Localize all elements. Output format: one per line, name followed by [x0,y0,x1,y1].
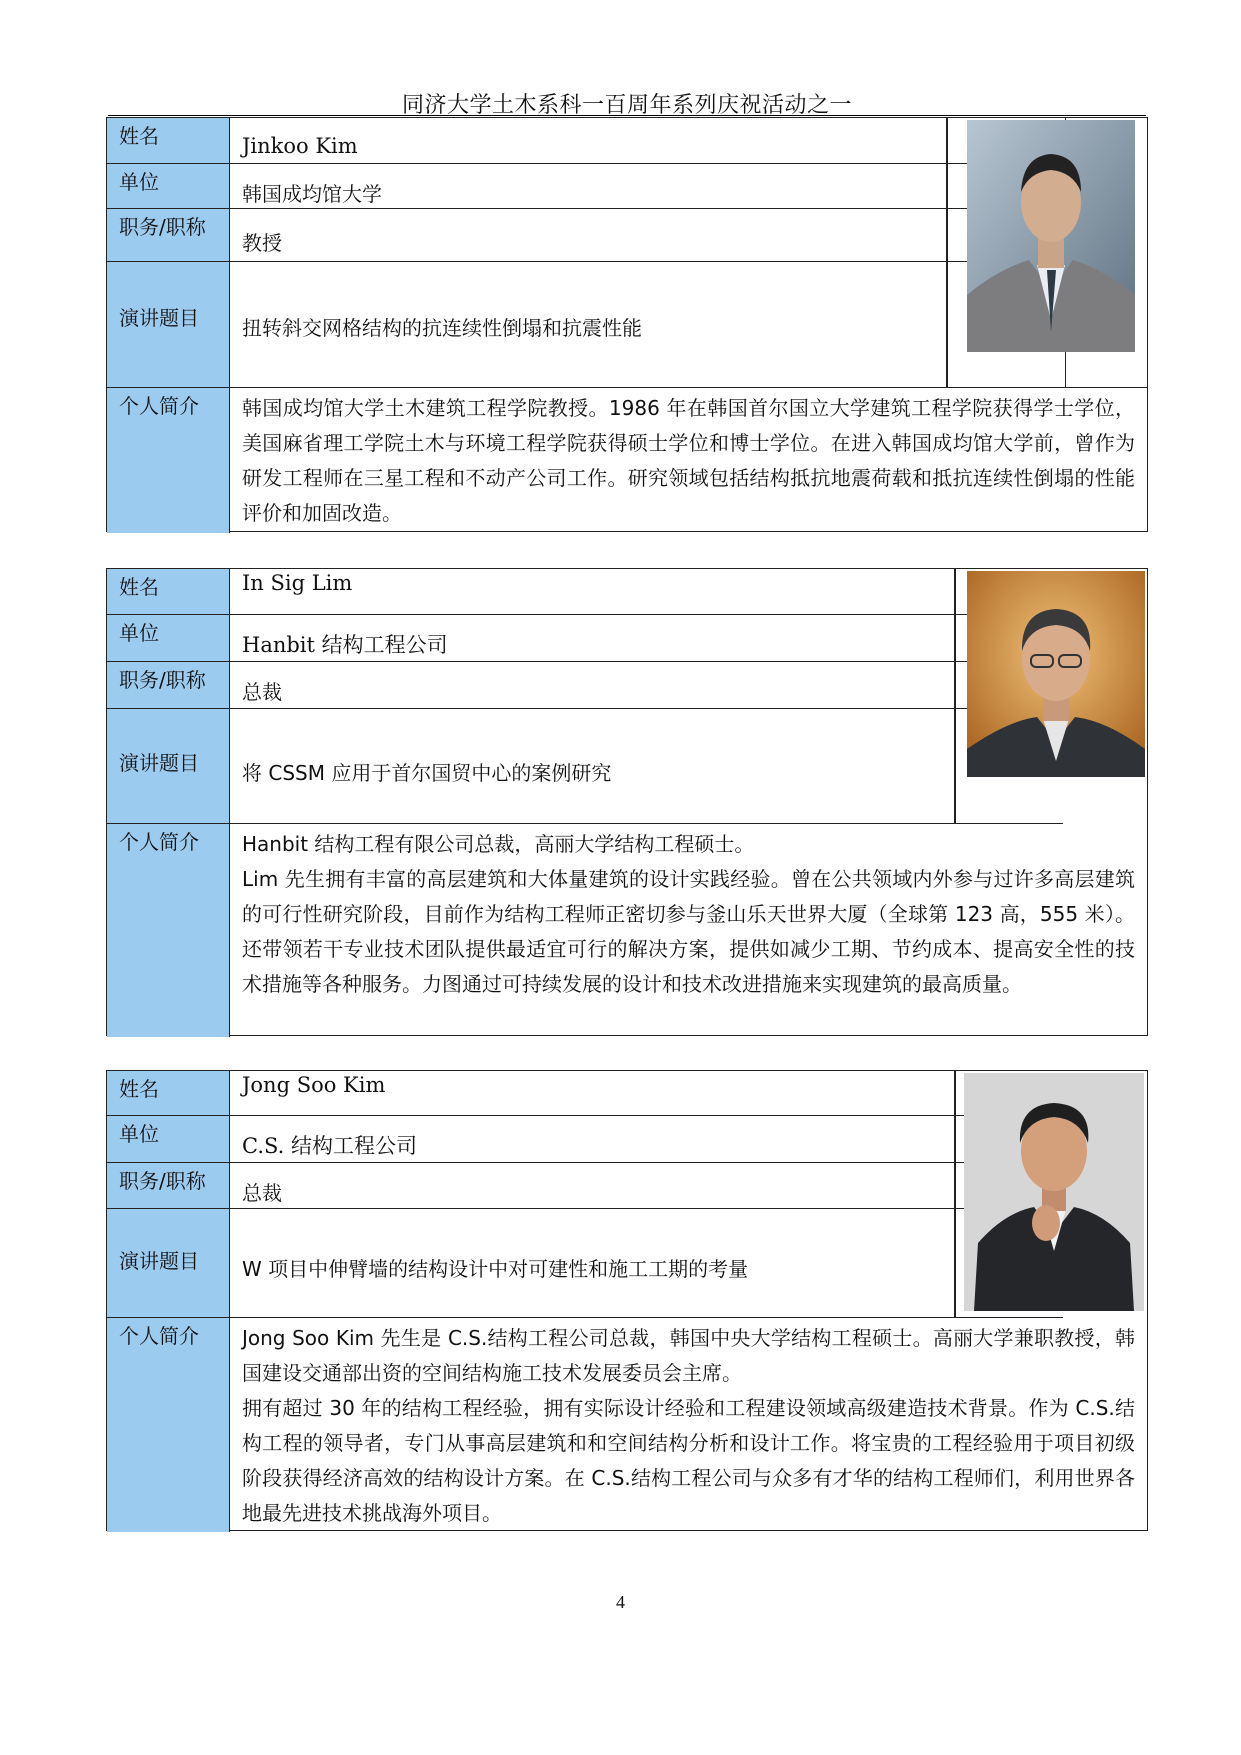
speaker-photo [946,117,948,387]
speaker-position: 总裁 [230,662,1063,709]
speaker-bio [230,1318,1147,1531]
bio-paragraph: 韩国成均馆大学土木建筑工程学院教授。1986 年在韩国首尔国立大学建筑工程学院获得学士学位，美国麻省理工学院土木与环境工程学院获得硕士学位和博士学位。在进入韩国成均馆大学前，曾作为研发工程师在三星工程和不动产公司工作。研究领域包括结构抵抗地震荷载和抵抗连续性倒塌的性能评价和加固改造。 [242,396,1135,525]
speaker-position: 总裁 [230,1163,1063,1209]
label-name: 姓名 [107,569,230,615]
speaker-bio [230,388,1147,531]
label-bio: 个人简介 [107,824,230,1037]
photo-cell-border [954,1070,956,1317]
document-header: 同济大学土木系科一百周年系列庆祝活动之一 [401,93,852,118]
label-topic: 演讲题目 [107,262,230,388]
speaker-topic: 将 CSSM 应用于首尔国贸中心的案例研究 [230,709,1063,824]
label-topic: 演讲题目 [107,1209,230,1318]
label-bio: 个人简介 [107,1318,230,1532]
header-rule [108,115,1146,116]
speaker-name: In Sig Lim [230,569,1063,615]
bio-paragraph: Jong Soo Kim 先生是 C.S.结构工程公司总裁，韩国中央大学结构工程硕士。高丽大学兼职教授，韩国建设交通部出资的空间结构施工技术发展委员会主席。 [242,1326,1135,1385]
label-position: 职务/职称 [107,209,230,262]
bio-paragraph: 拥有超过 30 年的结构工程经验，拥有实际设计经验和工程建设领域高级建造技术背景。作为 C.S.结构工程的领导者，专门从事高层建筑和和空间结构分析和设计工作。将宝贵的工程经验用于项目初级阶段获得经济高效的结构设计方案。在 C.S.结构工程公司与众多有才华的结构工程师们，利用世界各地最先进技术挑战海外项目。 [242,1396,1135,1525]
speaker-unit: C.S. 结构工程公司 [230,1116,1063,1163]
speaker-position: 教授 [230,209,1065,262]
speaker-topic: 扭转斜交网格结构的抗连续性倒塌和抗震性能 [230,262,1065,388]
speaker-unit: 韩国成均馆大学 [230,164,1065,209]
speaker-photo [964,1073,1144,1311]
label-unit: 单位 [107,164,230,209]
page-number: 4 [616,1592,625,1612]
label-position: 职务/职称 [107,1163,230,1209]
photo-cell-border [954,568,956,824]
bio-paragraph: Hanbit 结构工程有限公司总裁，高丽大学结构工程硕士。 [242,832,755,856]
speaker-topic: W 项目中伸臂墙的结构设计中对可建性和施工工期的考量 [230,1209,1063,1318]
speaker-unit: Hanbit 结构工程公司 [230,615,1063,662]
label-unit: 单位 [107,1116,230,1163]
label-topic: 演讲题目 [107,709,230,824]
label-position: 职务/职称 [107,662,230,709]
label-name: 姓名 [107,1071,230,1116]
label-unit: 单位 [107,615,230,662]
label-bio: 个人简介 [107,388,230,533]
speaker-photo [967,571,1145,777]
speaker-name: Jinkoo Kim [230,118,1065,164]
speaker-name: Jong Soo Kim [230,1071,1063,1116]
speaker-bio [230,824,1147,1002]
bio-paragraph: Lim 先生拥有丰富的高层建筑和大体量建筑的设计实践经验。曾在公共领域内外参与过许多高层建筑的可行性研究阶段，目前作为结构工程师正密切参与釜山乐天世界大厦（全球第 123 高，555 米）。还带领若干专业技术团队提供最适宜可行的解决方案，提供如减少工期、节约成本、提高安全性的技术措施等各种服务。力图通过可持续发展的设计和技术改进措施来实现建筑的最高质量。 [242,867,1135,996]
speaker-photo [967,120,1135,352]
label-name: 姓名 [107,118,230,164]
